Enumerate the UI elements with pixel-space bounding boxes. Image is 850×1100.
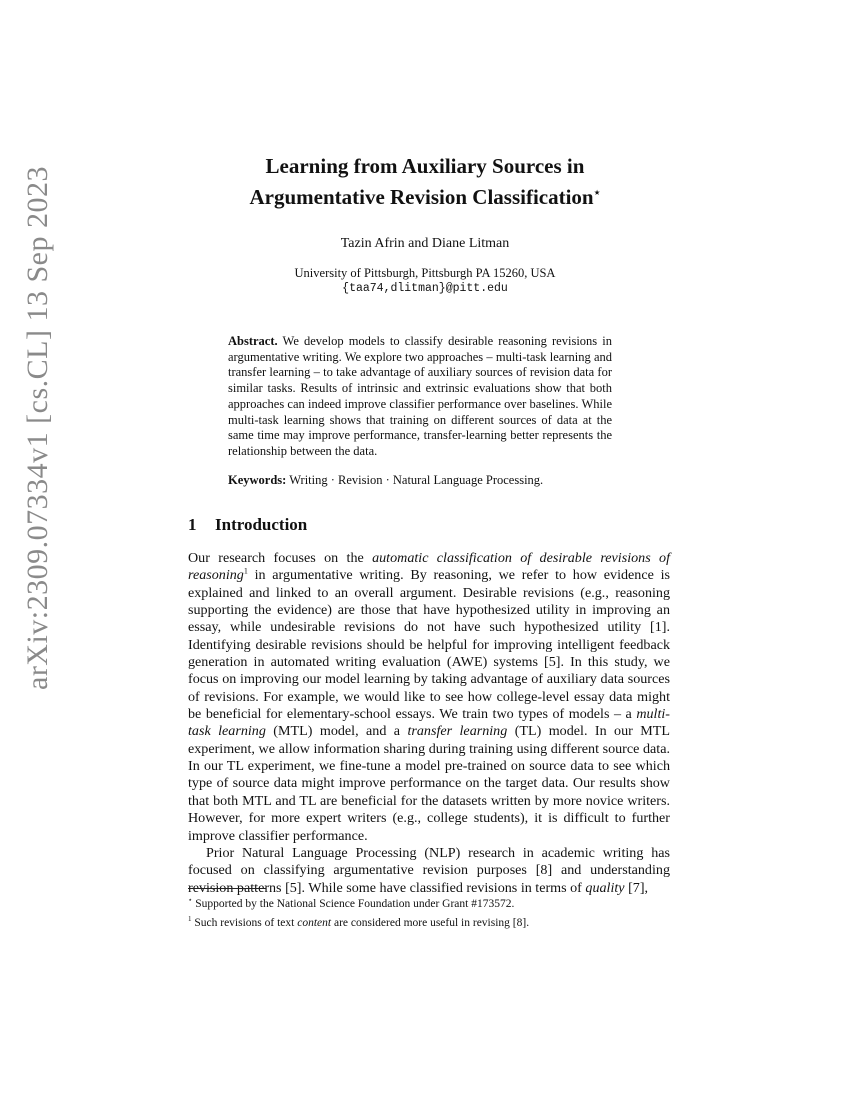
affiliation-block	[150, 265, 700, 297]
section-heading	[188, 515, 668, 535]
footnote-1-emphasis: content	[297, 916, 332, 929]
section-title: Introduction	[215, 515, 308, 534]
abstract-label: Abstract.	[228, 334, 278, 348]
footnote-star	[188, 893, 670, 912]
paragraph-2	[188, 845, 670, 897]
p1-emphasis-c: transfer learning	[407, 723, 508, 740]
section-number: 1	[188, 515, 197, 534]
keywords	[228, 473, 628, 488]
p1-text-a: Our research focuses on the	[188, 550, 373, 566]
keywords-label: Keywords:	[228, 473, 287, 487]
affiliation: University of Pittsburgh, Pittsburgh PA 15260, USA	[294, 266, 556, 280]
p1-text-d: (TL) model. In our MTL experiment, we allow information sharing during training using different source data. In our TL experiment, we fine-tune a model pre-trained on source data to see which type of source data might improve performance on the target data. Our results show that both MTL and TL are beneficial for the datasets written by more novice writers. However, for more expert writers (e.g., college students), it is difficult to further improve classifier performance.	[188, 723, 670, 844]
paper-title	[150, 153, 700, 211]
keywords-text: Writing · Revision · Natural Language Processing.	[289, 473, 544, 487]
title-line-1: Learning from Auxiliary Sources in	[265, 154, 585, 178]
p1-emphasis-b: multi-task learning	[188, 706, 670, 740]
footnote-1-mark: 1	[188, 914, 192, 923]
abstract	[228, 334, 612, 460]
arxiv-identifier-stamp: arXiv:2309.07334v1 [cs.CL] 13 Sep 2023	[21, 166, 54, 690]
title-line-2: Argumentative Revision Classification	[249, 185, 594, 209]
footnote-1-text-b: are considered more useful in revising [8].	[331, 916, 530, 929]
title-footnote-mark: ⋆	[593, 187, 601, 199]
footnote-rule	[188, 888, 266, 889]
footnote-star-text: Supported by the National Science Foundation under Grant #173572.	[192, 897, 515, 910]
p1-text-c: (MTL) model, and a	[265, 723, 408, 740]
footnotes	[188, 893, 670, 931]
body-text	[188, 550, 670, 897]
p2-text-a: Prior Natural Language Processing (NLP) research in academic writing has focused on classifying argumentative revision purposes [8] and understanding revision patterns [5]. While some have classified revisions in terms of	[188, 844, 670, 896]
p1-text-b: in argumentative writing. By reasoning, we refer to how evidence is explained and linked to an overall argument. Desirable revisions (e.g., reasoning supporting the evidence) are those that have hypothesized utility in improving an essay, while undesirable revisions do not have such hypothesized utility [1]. Identifying desirable revisions should be helpful for improving intelligent feedback generation in automated writing evaluation (AWE) systems [5]. In this study, we focus on improving our model learning by taking advantage of auxiliary data sources of revisions. For example, we would like to see how college-level essay data might be beneficial for elementary-school essays. We train two types of models – a	[188, 567, 670, 723]
author-list: Tazin Afrin and Diane Litman	[340, 236, 510, 251]
footnote-star-mark: ⋆	[188, 896, 193, 904]
author-email: {taa74,dlitman}@pitt.edu	[342, 282, 508, 295]
footnote-1	[188, 912, 670, 931]
p2-text-b: [7],	[624, 879, 649, 896]
p2-emphasis-a: quality	[585, 879, 625, 896]
p1-emphasis-a: automatic classification of desirable revisions of reasoning	[188, 550, 670, 584]
paragraph-1	[188, 550, 670, 845]
footnote-1-text-a: Such revisions of text	[191, 916, 298, 929]
abstract-text: We develop models to classify desirable reasoning revisions in argumentative writing. We explore two approaches – multi-task learning and transfer learning – to take advantage of auxiliary sources of revision data for similar tasks. Results of intrinsic and extrinsic evaluations show that both approaches can indeed improve classifier performance over baselines. While multi-task learning shows that training on different sources of data at the same time may improve performance, transfer-learning better represents the relationship between the data.	[228, 334, 612, 458]
p1-footnote-ref: 1	[243, 566, 248, 576]
